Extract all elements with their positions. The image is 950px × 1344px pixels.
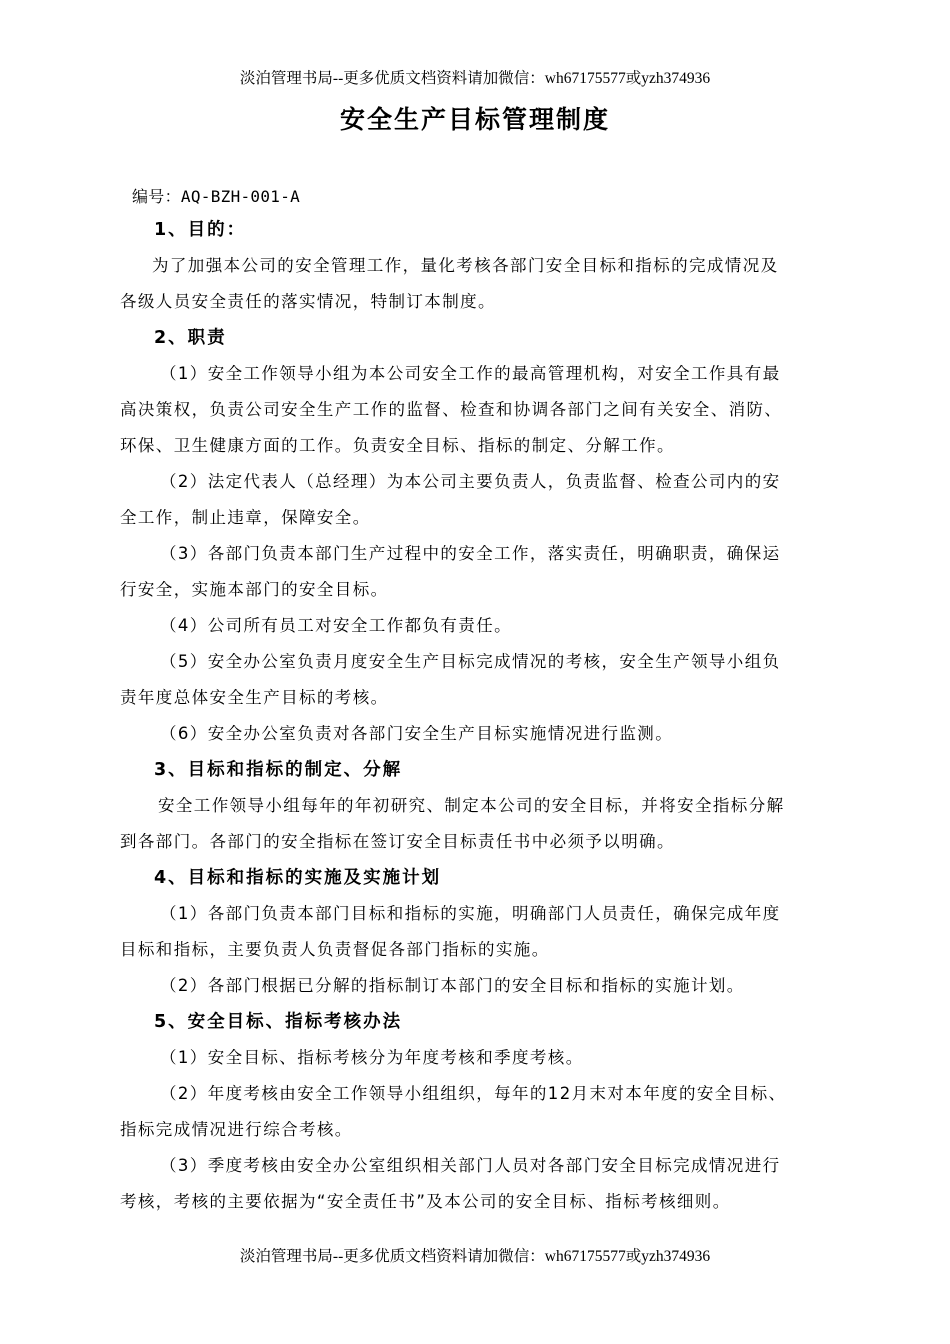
- paragraph-line: （1）安全目标、指标考核分为年度考核和季度考核。: [160, 1048, 584, 1067]
- paragraph-line: （2）年度考核由安全工作领导小组组织，每年的12月末对本年度的安全目标、: [160, 1084, 787, 1103]
- document-body: [120, 182, 832, 1220]
- page-footer: 淡泊管理书局--更多优质文档资料请加微信：wh67175577或yzh374936: [239, 1248, 711, 1265]
- paragraph-line: 行安全，实施本部门的安全目标。: [120, 580, 389, 599]
- paragraph-line: （1）各部门负责本部门目标和指标的实施，明确部门人员责任，确保完成年度: [160, 904, 781, 923]
- paragraph-line: （6）安全办公室负责对各部门安全生产目标实施情况进行监测。: [160, 724, 674, 743]
- paragraph-line: 为了加强本公司的安全管理工作，量化考核各部门安全目标和指标的完成情况及: [152, 256, 779, 275]
- paragraph-line: 各级人员安全责任的落实情况，特制订本制度。: [120, 292, 496, 311]
- paragraph-line: （4）公司所有员工对安全工作都负有责任。: [160, 616, 512, 635]
- paragraph-line: 目标和指标，主要负责人负责督促各部门指标的实施。: [120, 940, 550, 959]
- paragraph-line: 到各部门。各部门的安全指标在签订安全目标责任书中必须予以明确。: [120, 832, 675, 851]
- section-1-heading: 1、目的：: [154, 220, 247, 240]
- document-serial-number: 编号：AQ-BZH-001-A: [132, 187, 301, 206]
- paragraph-line: （3）季度考核由安全办公室组织相关部门人员对各部门安全目标完成情况进行: [160, 1156, 781, 1175]
- paragraph-line: 环保、卫生健康方面的工作。负责安全目标、指标的制定、分解工作。: [120, 436, 675, 455]
- section-4-heading: 4、目标和指标的实施及实施计划: [154, 868, 442, 888]
- paragraph-line: （5）安全办公室负责月度安全生产目标完成情况的考核，安全生产领导小组负: [160, 652, 781, 671]
- paragraph-line: （3）各部门负责本部门生产过程中的安全工作，落实责任，明确职责，确保运: [160, 544, 781, 563]
- section-3-heading: 3、目标和指标的制定、分解: [154, 760, 403, 780]
- section-5-heading: 5、安全目标、指标考核办法: [154, 1012, 403, 1032]
- paragraph-line: （2）各部门根据已分解的指标制订本部门的安全目标和指标的实施计划。: [160, 976, 745, 995]
- section-2-heading: 2、职责: [154, 328, 227, 348]
- paragraph-line: 全工作，制止违章，保障安全。: [120, 508, 371, 527]
- page-header: 淡泊管理书局--更多优质文档资料请加微信：wh67175577或yzh374936: [239, 70, 711, 87]
- paragraph-line: 高决策权，负责公司安全生产工作的监督、检查和协调各部门之间有关安全、消防、: [120, 400, 783, 419]
- paragraph-line: 责年度总体安全生产目标的考核。: [120, 688, 389, 707]
- paragraph-line: （1）安全工作领导小组为本公司安全工作的最高管理机构，对安全工作具有最: [160, 364, 781, 383]
- document-title: 安全生产目标管理制度: [339, 105, 610, 134]
- paragraph-line: 考核，考核的主要依据为“安全责任书”及本公司的安全目标、指标考核细则。: [120, 1192, 731, 1211]
- paragraph-line: 指标完成情况进行综合考核。: [120, 1120, 353, 1139]
- paragraph-line: 安全工作领导小组每年的年初研究、制定本公司的安全目标，并将安全指标分解: [158, 796, 785, 815]
- paragraph-line: （2）法定代表人（总经理）为本公司主要负责人，负责监督、检查公司内的安: [160, 472, 781, 491]
